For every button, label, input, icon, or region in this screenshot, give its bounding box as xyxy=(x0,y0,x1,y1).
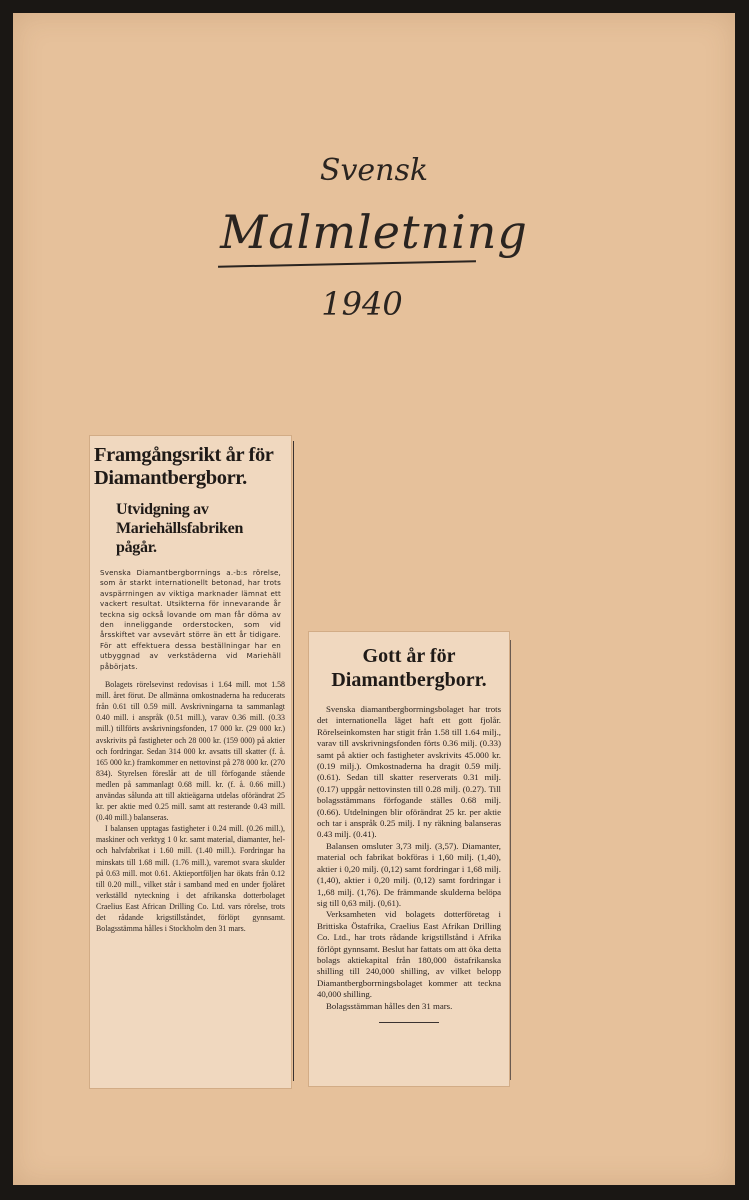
clipping-2-paragraph: Svenska diamantbergborrningsbolaget har trots det internationella läget haft ett gott fjolår. Rörelseinkomsten har stigit från 1.58 till 1.64 milj., varav till avskrivningsfonden förts 0.36 milj. (0.33) samt på aktier och fastigheter avskrivits 45.000 kr. (0.19 milj.). Omkostnaderna ha dragit 0.59 milj. (0.61). Sedan till skatter reserverats 0.31 milj. (0.17) uppgår nettovinsten till 0.28 milj. (0.27). Till bolagsstämmans förfogande ställes 0.68 milj. (0.66). Utdelningen blir oförändrat 25 kr. per aktie och tar i anspråk 0.25 milj. I ny räkning balanseras 0.43 milj. (0.41). xyxy=(317,704,501,840)
clipping-1-subheadline: Utvidgning av Mariehällsfabriken pågår. xyxy=(116,501,244,556)
newspaper-clipping-left xyxy=(90,436,291,1088)
clipping-1-paragraph: Bolagets rörelsevinst redovisas i 1.64 mill. mot 1.58 mill. året förut. De allmänna omkostnaderna ha reducerats från 0.61 till 0.59 mill. Avskrivningarna ta sammanlagt 0.40 mill. i anspråk (0.51 mill.), varav 0.36 mill. (0.33 mill.) tillförts avskrivningsfonden, 17 000 kr. (29 000 kr.) avskrivits på fastigheter och 28 000 kr. (159 000) på aktier och fordringar. Sedan 314 000 kr. avsatts till skatter (f. å. 165 000 kr.) framkommer en nettovinst på 278 000 kr. (270 834). Styrelsen föreslår att de till förfogande stående medlen på sammanlagt 0.68 mill. kr. (f. å. 0.66 mill.) användas sålunda att till aktieägarna utdelas oförändrat 25 kr. per aktie med 0.25 mill. samt att resterande 0.43 mill. (0.40 mill.) balanseras. xyxy=(96,680,285,823)
clipping-1-body xyxy=(96,679,285,934)
handwritten-title-malmletning: Malmletning xyxy=(220,205,528,259)
clipping-2-paragraph: Balansen omsluter 3,73 milj. (3,57). Diamanter, material och fabrikat bokföras i 1,60 milj. (1,40), aktier i 0,20 milj. (0,12) samt fordringar i 1,68 milj. (1,40), aktier i 0,20 milj. (0,12) samt fordringar i 1,,68 milj. (1,76). De främmande skulderna belöpa sig till 0,63 milj. (0,61). xyxy=(317,840,501,908)
newspaper-clipping-right xyxy=(309,632,509,1086)
clipping-1-lead: Svenska Diamantbergborrnings a.-b:s rörelse, som är starkt internationellt betonad, har trots avspärrningen av viktiga marknader lämnat ett vackert resultat. Utsikterna för innevarande år tecknа sig också lovande om man får döma av den inneliggande orderstocken, som vid årsskiftet var avsevärt större än ett år tidigare. För att effektuera dessa beställningar har en utbyggnad av verkstäderna vid Mariehäll påbörjats. xyxy=(100,568,281,671)
handwritten-year: 1940 xyxy=(321,285,403,323)
handwritten-title-svensk: Svensk xyxy=(319,153,429,188)
clipping-1-headline: Framgångsrikt år för Diamantbergborr. xyxy=(94,444,274,489)
clipping-2-headline: Gott år för Diamantbergborr. xyxy=(331,645,487,691)
clipping-2-body xyxy=(317,704,501,1012)
mounting-sheet xyxy=(13,13,735,1185)
clipping-2-paragraph: Bolagsstämman hålles den 31 mars. xyxy=(326,1000,453,1011)
handwritten-underline xyxy=(218,260,476,267)
clipping-1-paragraph: I balansen upptagas fastigheter i 0.24 mill. (0.26 mill.), maskiner och verktyg 1 0 kr. samt material, diamanter, hel- och halvfabrikat i 1.60 mill. (1.40 mill.). Fordringar ha minskats till 1.68 mill. (1.76 mill.), varemot svara skulder på 0.63 mill. mot 0.61. Aktieportföljen har ökats från 0.12 till 0.20 mill., vilket står i samband med en under fjolåret verkställd nyteckning i det afrikanska dotterbolaget Craelius East African Drilling Co. Ltd. vars rörelse, trots det rådande krigstillståndet, förlöpt gynnsamt. Bolagsstämma hålles i Stockholm den 31 mars. xyxy=(96,824,285,934)
clipping-2-end-rule xyxy=(379,1022,439,1023)
clipping-2-paragraph: Verksamheten vid bolagets dotterföretag i Brittiska Östafrika, Craelius East Afrikan Drilling Co. Ltd., har trots rådande krigstillstånd i Afrika förlöpt gynnsamt. Beslut har fattats om att öka detta bolags aktiekapital från 180,000 östafrikanska shilling till 240,000 shilling, av vilket belopp Diamantbergborrningsbolaget kommer att teckna 40,000 shilling. xyxy=(317,909,501,1000)
